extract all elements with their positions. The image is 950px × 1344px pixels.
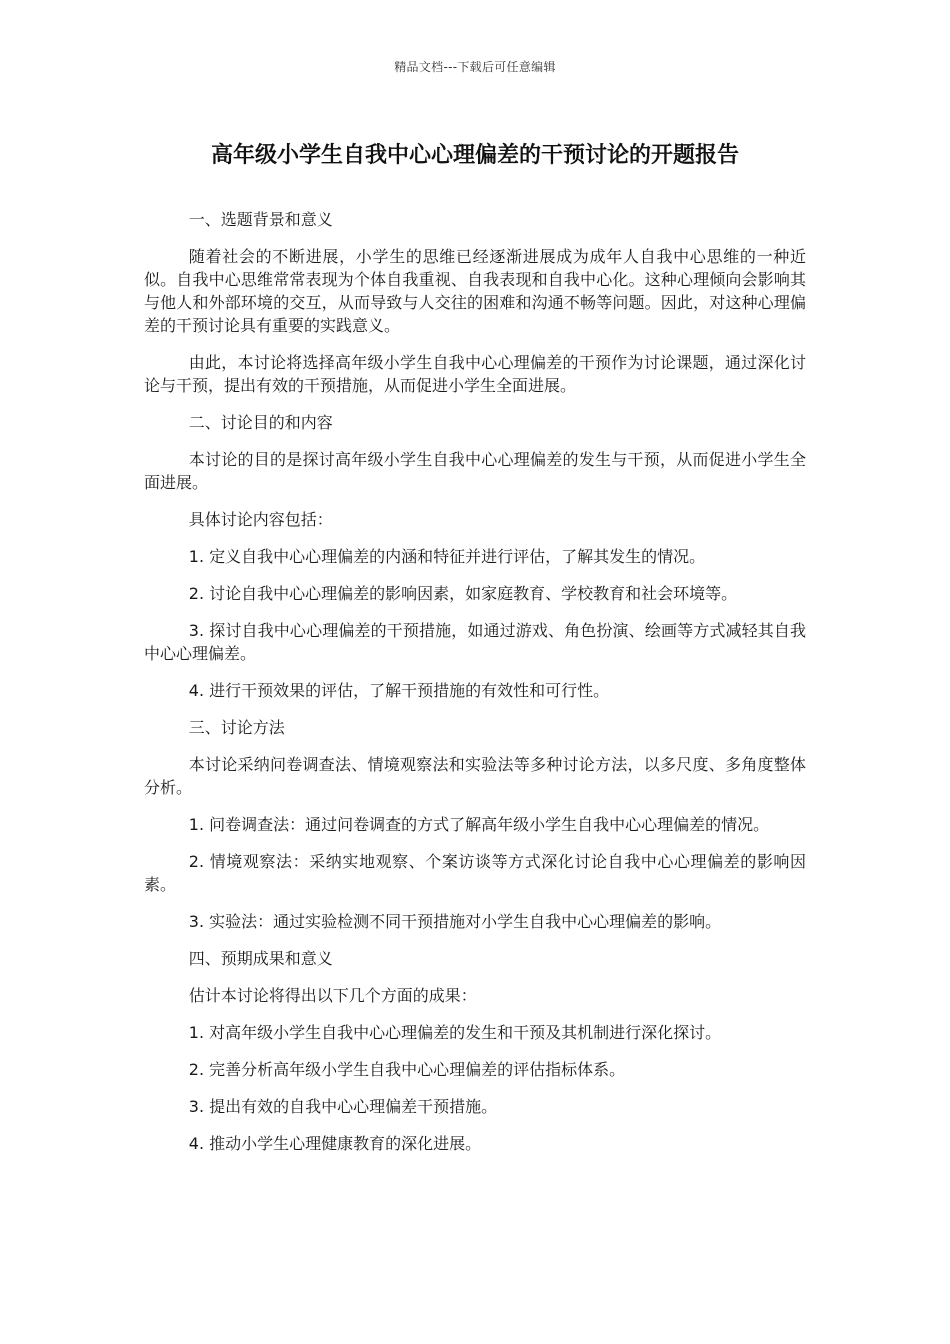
list-item-outcome-1: 1. 对高年级小学生自我中心心理偏差的发生和干预及其机制进行深化探讨。 <box>188 1023 722 1042</box>
list-item-outcome-4: 4. 推动小学生心理健康教育的深化进展。 <box>188 1134 482 1153</box>
list-item-content-3: 3. 探讨自我中心心理偏差的干预措施，如通过游戏、角色扮演、绘画等方式减轻其自我中心心理偏差。 <box>144 621 806 663</box>
section-heading-purpose: 二、讨论目的和内容 <box>188 413 333 432</box>
paragraph-background-2: 由此，本讨论将选择高年级小学生自我中心心理偏差的干预作为讨论课题，通过深化讨论与干预，提出有效的干预措施，从而促进小学生全面进展。 <box>144 353 806 395</box>
list-item-outcome-3: 3. 提出有效的自我中心心理偏差干预措施。 <box>188 1097 498 1116</box>
list-item-method-1: 1. 问卷调查法：通过问卷调查的方式了解高年级小学生自我中心心理偏差的情况。 <box>188 815 770 834</box>
document-body <box>144 208 806 1169</box>
list-item-method-2: 2. 情境观察法：采纳实地观察、个案访谈等方式深化讨论自我中心心理偏差的影响因素。 <box>144 852 806 894</box>
paragraph-purpose: 本讨论的目的是探讨高年级小学生自我中心心理偏差的发生与干预，从而促进小学生全面进展。 <box>144 450 806 492</box>
list-item-method-3: 3. 实验法：通过实验检测不同干预措施对小学生自我中心心理偏差的影响。 <box>188 912 722 931</box>
section-heading-methods: 三、讨论方法 <box>188 718 285 737</box>
paragraph-methods: 本讨论采纳问卷调查法、情境观察法和实验法等多种讨论方法，以多尺度、多角度整体分析。 <box>144 755 806 797</box>
paragraph-outcomes-intro: 估计本讨论将得出以下几个方面的成果： <box>188 986 477 1005</box>
page-header-note: 精品文档---下载后可任意编辑 <box>394 60 556 74</box>
list-item-outcome-2: 2. 完善分析高年级小学生自我中心心理偏差的评估指标体系。 <box>188 1060 626 1079</box>
section-heading-background: 一、选题背景和意义 <box>188 210 333 229</box>
list-item-content-2: 2. 讨论自我中心心理偏差的影响因素，如家庭教育、学校教育和社会环境等。 <box>188 584 738 603</box>
paragraph-content-intro: 具体讨论内容包括： <box>188 510 333 529</box>
section-heading-outcomes: 四、预期成果和意义 <box>188 949 333 968</box>
paragraph-background-1: 随着社会的不断进展，小学生的思维已经逐渐进展成为成年人自我中心思维的一种近似。自我中心思维常常表现为个体自我重视、自我表现和自我中心化。这种心理倾向会影响其与他人和外部环境的交互，从而导致与人交往的困难和沟通不畅等问题。因此，对这种心理偏差的干预讨论具有重要的实践意义。 <box>144 247 806 335</box>
list-item-content-1: 1. 定义自我中心心理偏差的内涵和特征并进行评估，了解其发生的情况。 <box>188 547 706 566</box>
document-title: 高年级小学生自我中心心理偏差的干预讨论的开题报告 <box>210 143 739 168</box>
list-item-content-4: 4. 进行干预效果的评估，了解干预措施的有效性和可行性。 <box>188 681 610 700</box>
